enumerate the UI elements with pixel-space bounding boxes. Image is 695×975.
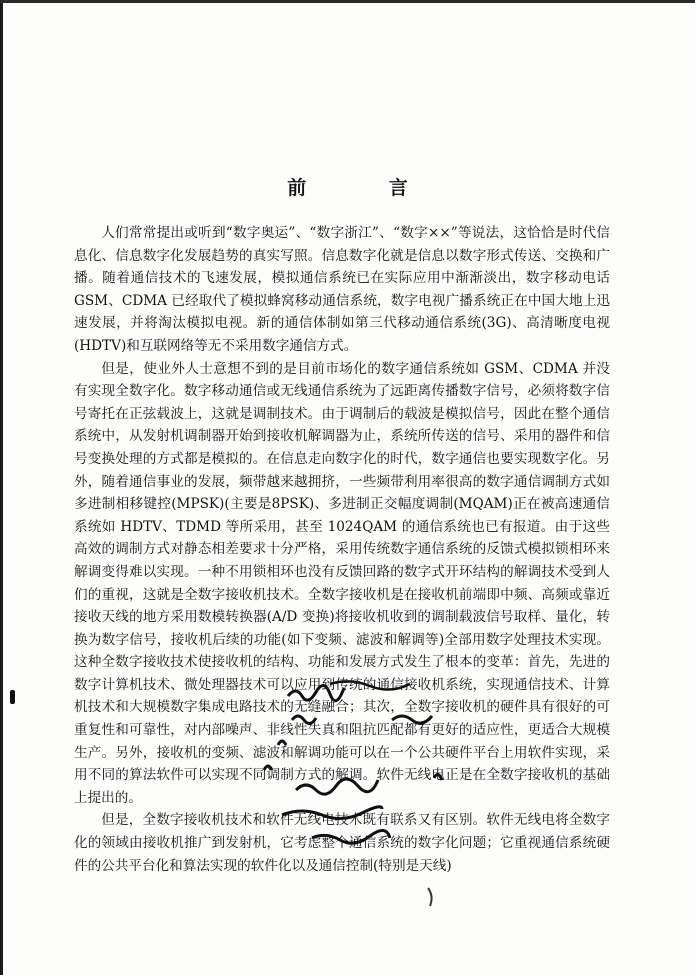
paragraph-2: 但是，使业外人士意想不到的是目前市场化的数字通信系统如 GSM、CDMA 并没有实现全数字化。数字移动通信或无线通信系统为了远距离传播数字信号，必须将数字信号寄托在正弦载波上，这就是调制技术。由于调制后的载波是模拟信号，因此在整个通信系统中，从发射机调制器开始到接收机解调器为止，系统所传送的信号、采用的器件和信号变换处理的方式都是模拟的。在信息走向数字化的时代，数字通信也要实现数字化。另外，随着通信事业的发展，频带越来越拥挤，一些频带利用率很高的数字通信调制方式如多进制相移键控(MPSK)(主要是8PSK)、多进制正交幅度调制(MQAM)正在被高速通信系统如 HDTV、TDMD 等所采用，甚至 1024QAM 的通信系统也已有报道。由于这些高效的调制方式对静态相差要求十分严格，采用传统数字通信系统的反馈式模拟锁相环来解调变得难以实现。一种不用锁相环也没有反馈回路的数字式开环结构的解调技术受到人们的重视，这就是全数字接收机技术。全数字接收机是在接收机前端即中频、高频或靠近接收天线的地方采用数模转换器(A/D 变换)将接收机收到的调制载波信号取样、量化，转换为数字信号，接收机后续的功能(如下变频、滤波和解调等)全部用数字处理技术实现。这种全数字接收技术使接收机的结构、功能和发展方式发生了根本的变革：首先，先进的数字计算机技术、微处理器技术可以应用到传统的通信接收机系统，实现通信技术、计算机技术和大规模数字集成电路技术的无缝融合；其次，全数字接收机的硬件具有很好的可重复性和可靠性，对内部噪声、非线性失真和阻抗匹配都有更好的适应性，更适合大规模生产。另外，接收机的变频、滤波和解调功能可以在一个公共硬件平台上用软件实现，采用不同的算法软件可以实现不同调制方式的解调。软件无线电正是在全数字接收机的基础上提出的。 <box>74 360 610 806</box>
paragraph-3: 但是，全数字接收机技术和软件无线电技术既有联系又有区别。软件无线电将全数字化的领域由接收机推广到发射机，它考虑整个通信系统的数字化问题；它重视通信系统硬件的公共平台化和算法实现的软件化以及通信控制(特别是天线) <box>74 812 610 874</box>
body-text <box>74 222 610 877</box>
scribble-mark <box>428 888 432 906</box>
scan-left-edge <box>0 0 3 975</box>
margin-ink-mark <box>10 690 15 704</box>
page-title: 前 言 <box>287 177 446 199</box>
scan-top-edge <box>0 0 695 3</box>
paragraph-1: 人们常常提出或听到“数字奥运”、“数字浙江”、“数字××”等说法，这恰恰是时代信息化、信息数字化发展趋势的真实写照。信息数字化就是信息以数字形式传送、交换和广播。随着通信技术的飞速发展，模拟通信系统已在实际应用中渐渐淡出，数字移动电话 GSM、CDMA 已经取代了模拟蜂窝移动通信系统，数字电视广播系统正在中国大地上迅速发展，并将淘汰模拟电视。新的通信体制如第三代移动通信系统(3G)、高清晰度电视(HDTV)和互联网络等无不采用数字通信方式。 <box>74 225 610 354</box>
